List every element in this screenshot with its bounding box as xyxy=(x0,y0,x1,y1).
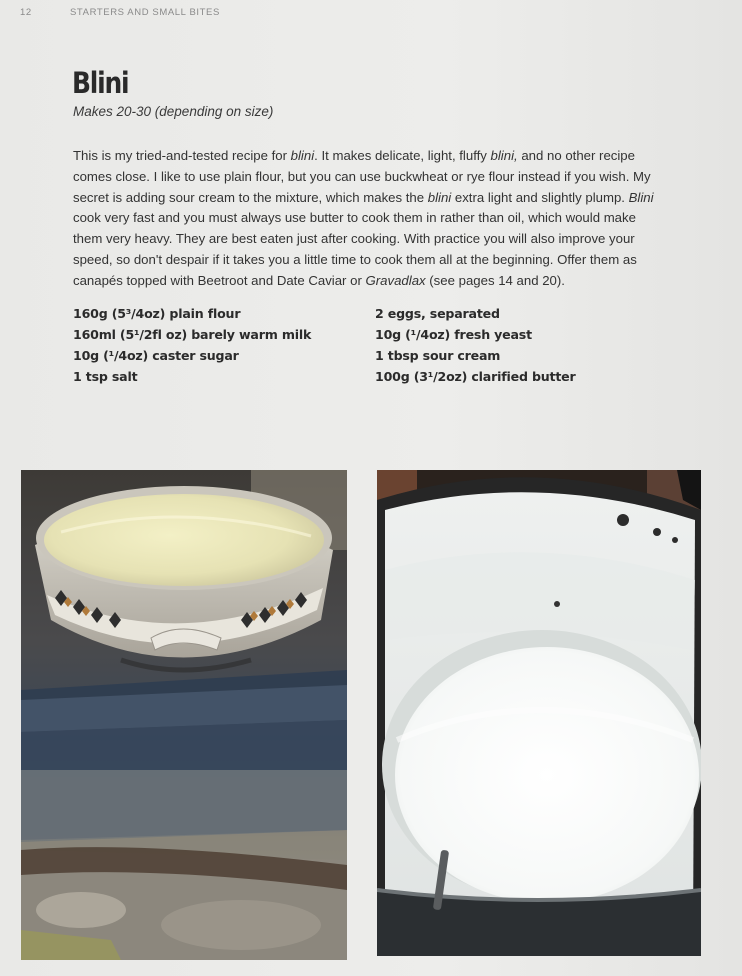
intro-italic-run: Blini xyxy=(628,189,654,205)
ingredient-right-3: 100g (3¹/2oz) clarified butter xyxy=(375,369,576,384)
recipe-yield: Makes 20-30 (depending on size) xyxy=(73,104,274,119)
photo-flour-bowl xyxy=(21,470,347,960)
intro-italic-run: blini xyxy=(290,148,315,163)
intro-italic-run: Gravadlax xyxy=(365,272,426,288)
photo-milk-pan xyxy=(377,470,701,956)
intro-text-run: . It makes delicate, light, fluffy xyxy=(314,148,491,163)
section-title: STARTERS AND SMALL BITES xyxy=(70,7,220,18)
ingredient-left-0: 160g (5³/4oz) plain flour xyxy=(73,306,241,321)
ingredient-right-1: 10g (¹/4oz) fresh yeast xyxy=(375,327,532,342)
intro-text-run: This is my tried-and-tested recipe for xyxy=(73,148,291,163)
intro-italic-run: blini xyxy=(427,189,452,205)
intro-italic-run: blini, xyxy=(490,148,518,163)
recipe-intro xyxy=(73,146,663,292)
ingredient-left-2: 10g (¹/4oz) caster sugar xyxy=(73,348,239,363)
intro-text-run: extra light and slightly plump. xyxy=(451,189,629,205)
page-number: 12 xyxy=(20,7,32,18)
recipe-title: Blini xyxy=(72,66,129,100)
intro-text-run: (see pages 14 and 20). xyxy=(425,272,565,288)
ingredient-left-3: 1 tsp salt xyxy=(73,369,138,384)
intro-text-run: and no other recipe comes close. I like to use plain flour, but you can use buckwheat or rye flour instead if you wish. My secret is adding sour cream to the mixture, which makes the xyxy=(73,148,651,205)
intro-text-run: cook very fast and you must always use butter to cook them in rather than oil, which would make them very heavy. They are best eaten just after cooking. With practice you will also improve your speed, so don't despair if it takes you a little time to cook them all at the beginning. Offer them as canapés topped with Beetroot and Date Caviar or xyxy=(73,210,637,288)
ingredient-left-1: 160ml (5¹/2fl oz) barely warm milk xyxy=(73,327,312,342)
ingredients-column-right xyxy=(375,303,576,387)
ingredient-right-2: 1 tbsp sour cream xyxy=(375,348,501,363)
ingredients-column-left xyxy=(73,303,311,387)
ingredient-right-0: 2 eggs, separated xyxy=(375,306,500,321)
